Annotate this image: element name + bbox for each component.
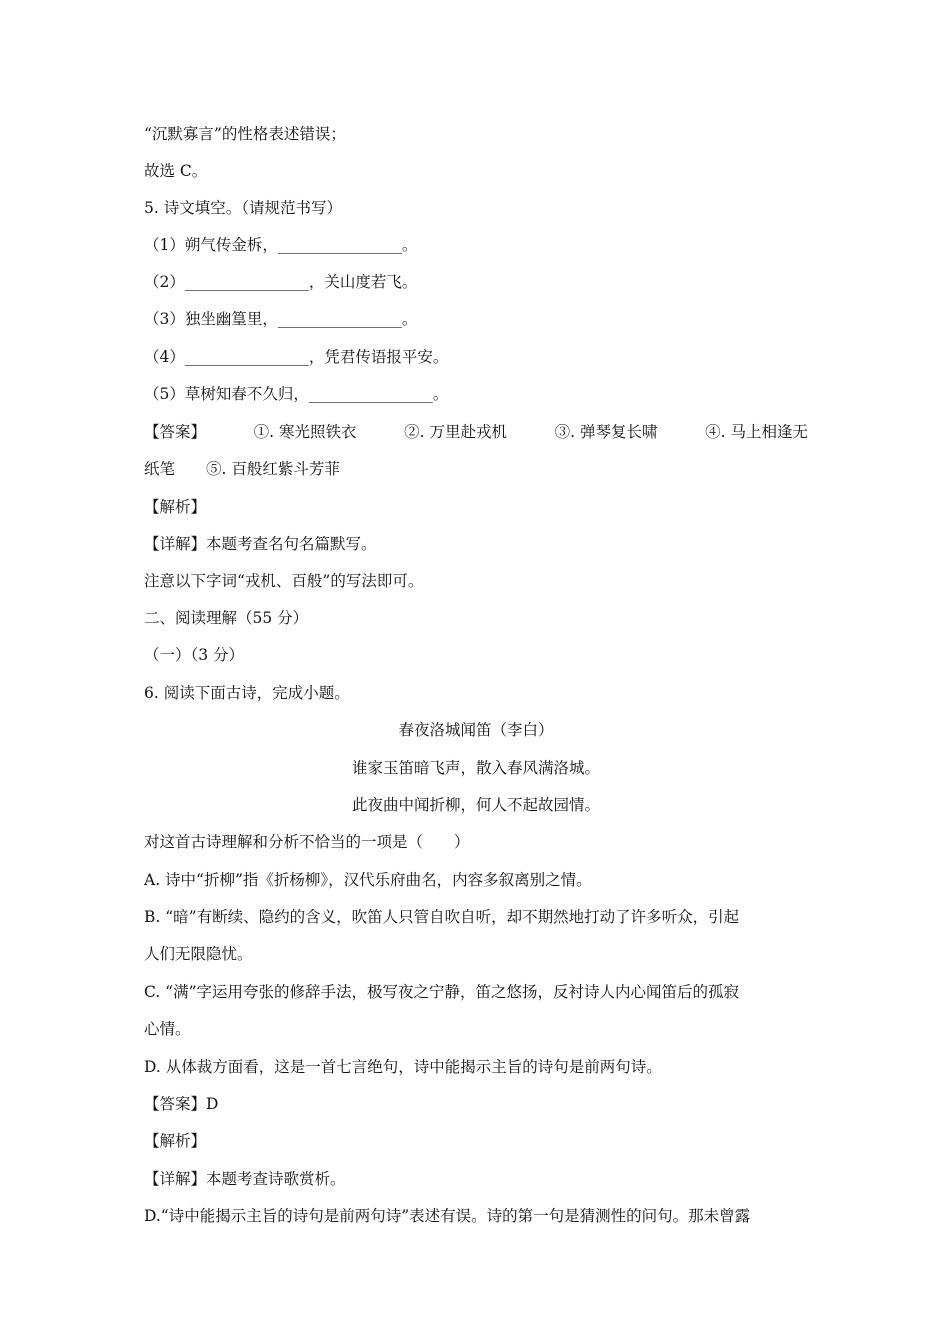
question-5-heading: 5. 诗文填空。（请规范书写） [144, 199, 342, 217]
answer-tag: 【答案】 [144, 423, 207, 441]
text-line: 故选 C。 [144, 162, 208, 180]
section-heading: 二、阅读理解（55 分） [144, 609, 309, 627]
option-d: D. 从体裁方面看，这是一首七言绝句，诗中能揭示主旨的诗句是前两句诗。 [144, 1058, 662, 1076]
analysis-tag: 【解析】 [144, 498, 207, 516]
option-c-continuation: 心情。 [144, 1020, 191, 1038]
question-6-heading: 6. 阅读下面古诗，完成小题。 [144, 684, 350, 702]
option-c: C. “满”字运用夸张的修辞手法，极写夜之宁静，笛之悠扬，反衬诗人内心闻笛后的孤寂 [144, 983, 740, 1001]
fill-blank-item: （1）朔气传金柝，________________。 [144, 236, 418, 254]
detail-text: 【详解】本题考查诗歌赏析。 [144, 1170, 346, 1188]
answer-item: ③. 弹琴复长啸 [554, 423, 658, 441]
fill-blank-item: （4）________________，凭君传语报平安。 [144, 348, 449, 366]
detail-text: 【详解】本题考查名句名篇默写。 [144, 535, 377, 553]
fill-blank-item: （3）独坐幽篁里，________________。 [144, 310, 418, 328]
text-line: “沉默寡言”的性格表述错误； [144, 125, 346, 143]
poem-title: 春夜洛城闻笛（李白） [398, 721, 554, 739]
question-prompt: 对这首古诗理解和分析不恰当的一项是（ ） [144, 833, 470, 851]
answer-row [144, 422, 808, 442]
analysis-tag: 【解析】 [144, 1132, 207, 1150]
option-b-continuation: 人们无限隐忧。 [144, 945, 253, 963]
option-b: B. “暗”有断续、隐约的含义，吹笛人只管自吹自听，却不期然地打动了许多听众，引起 [144, 908, 740, 926]
answer-item: ④. 马上相逢无 [705, 423, 808, 441]
subsection-heading: （一）（3 分） [144, 646, 245, 664]
poem-line: 此夜曲中闻折柳，何人不起故园情。 [351, 796, 600, 814]
text-line: 注意以下字词“戎机、百般”的写法即可。 [144, 572, 424, 590]
answer-item: ①. 寒光照铁衣 [253, 423, 357, 441]
text-line: D.“诗中能揭示主旨的诗句是前两句诗”表述有误。诗的第一句是猜测性的问句。那未曾露 [144, 1207, 751, 1225]
fill-blank-item: （5）草树知春不久归，________________。 [144, 385, 449, 403]
answer-item: ②. 万里赴戎机 [404, 423, 507, 441]
answer-continuation: 纸笔 ⑤. 百般红紫斗芳菲 [144, 460, 340, 478]
fill-blank-item: （2）________________，关山度若飞。 [144, 273, 418, 291]
answer-line: 【答案】D [144, 1095, 219, 1113]
poem-line: 谁家玉笛暗飞声，散入春风满洛城。 [351, 759, 600, 777]
option-a: A. 诗中“折柳”指《折杨柳》，汉代乐府曲名，内容多叙离别之情。 [144, 871, 592, 889]
